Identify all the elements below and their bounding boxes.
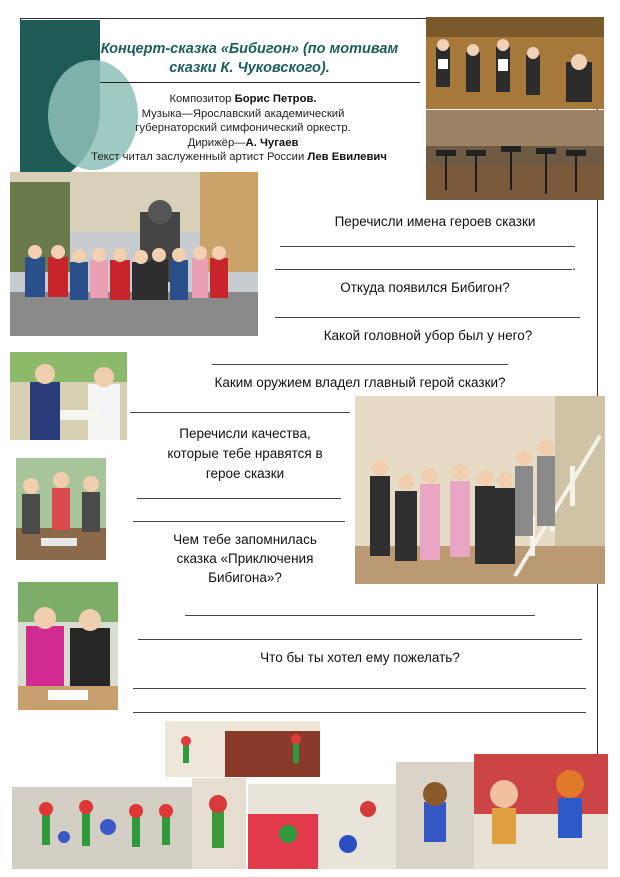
- title-divider: [100, 82, 420, 83]
- conductor-name: А. Чугаев: [245, 136, 299, 149]
- answer-line[interactable]: [275, 317, 580, 318]
- photo-concert-hall-children: [426, 17, 604, 109]
- photo-clay-figures: [165, 721, 320, 777]
- photo-orchestra-stage: [426, 110, 604, 200]
- photo-children-table: [16, 458, 106, 560]
- photo-group-at-monument: [10, 172, 258, 336]
- conductor-label: Дирижёр—: [187, 136, 246, 149]
- photo-clay-figures: [12, 787, 192, 869]
- photo-clay-figures: [474, 754, 608, 869]
- question-wish: Что бы ты хотел ему пожелать?: [260, 650, 460, 665]
- title-line-2: сказки К. Чуковского).: [169, 60, 330, 76]
- question-where-from: Откуда появился Бибигон?: [340, 280, 510, 295]
- answer-line[interactable]: [133, 688, 586, 689]
- composer-name: Борис Петров.: [234, 93, 317, 105]
- photo-clay-figures: [192, 778, 246, 869]
- question-qualities-line-3: герое сказки: [205, 466, 285, 481]
- answer-line[interactable]: [133, 521, 345, 522]
- credits: [68, 92, 418, 165]
- photo-group-staircase: [355, 396, 605, 584]
- photo-clay-figures: [396, 762, 474, 869]
- question-memorable-line-2: сказка «Приключения: [176, 551, 314, 566]
- title-line-1: Концерт-сказка «Бибигон» (по мотивам: [100, 41, 399, 57]
- answer-line[interactable]: [275, 269, 572, 270]
- answer-line[interactable]: [130, 412, 350, 413]
- answer-line[interactable]: [133, 712, 586, 713]
- question-qualities: [130, 424, 360, 484]
- answer-line[interactable]: [185, 615, 535, 616]
- orchestra-line-1: Музыка—Ярославский академический: [141, 107, 345, 120]
- reader-label: Текст читал заслуженный артист России: [91, 151, 308, 163]
- question-hero-names: Перечисли имена героев сказки: [334, 214, 536, 229]
- question-qualities-line-2: которые тебе нравятся в: [167, 446, 323, 461]
- answer-line[interactable]: [138, 639, 582, 640]
- reader-name: Лев Евилевич: [307, 151, 387, 163]
- page-title: [72, 40, 427, 78]
- answer-line[interactable]: [280, 246, 575, 247]
- question-memorable: [130, 530, 360, 587]
- question-qualities-line-1: Перечисли качества,: [179, 426, 311, 441]
- question-memorable-line-1: Чем тебе запомнилась: [173, 532, 317, 547]
- question-weapon: Каким оружием владел главный герой сказки?: [214, 375, 506, 390]
- orchestra-line-2: губернаторский симфонический оркестр.: [135, 122, 351, 134]
- photo-clay-figures: [248, 784, 396, 869]
- photo-two-girls-classroom: [18, 582, 118, 710]
- question-headwear: Какой головной убор был у него?: [323, 328, 533, 343]
- answer-line-period: .: [572, 258, 576, 273]
- composer-label: Композитор: [169, 93, 235, 105]
- answer-line[interactable]: [137, 498, 341, 499]
- answer-line[interactable]: [212, 364, 508, 365]
- photo-girls-modeling: [10, 352, 127, 440]
- question-memorable-line-3: Бибигона»?: [208, 570, 282, 585]
